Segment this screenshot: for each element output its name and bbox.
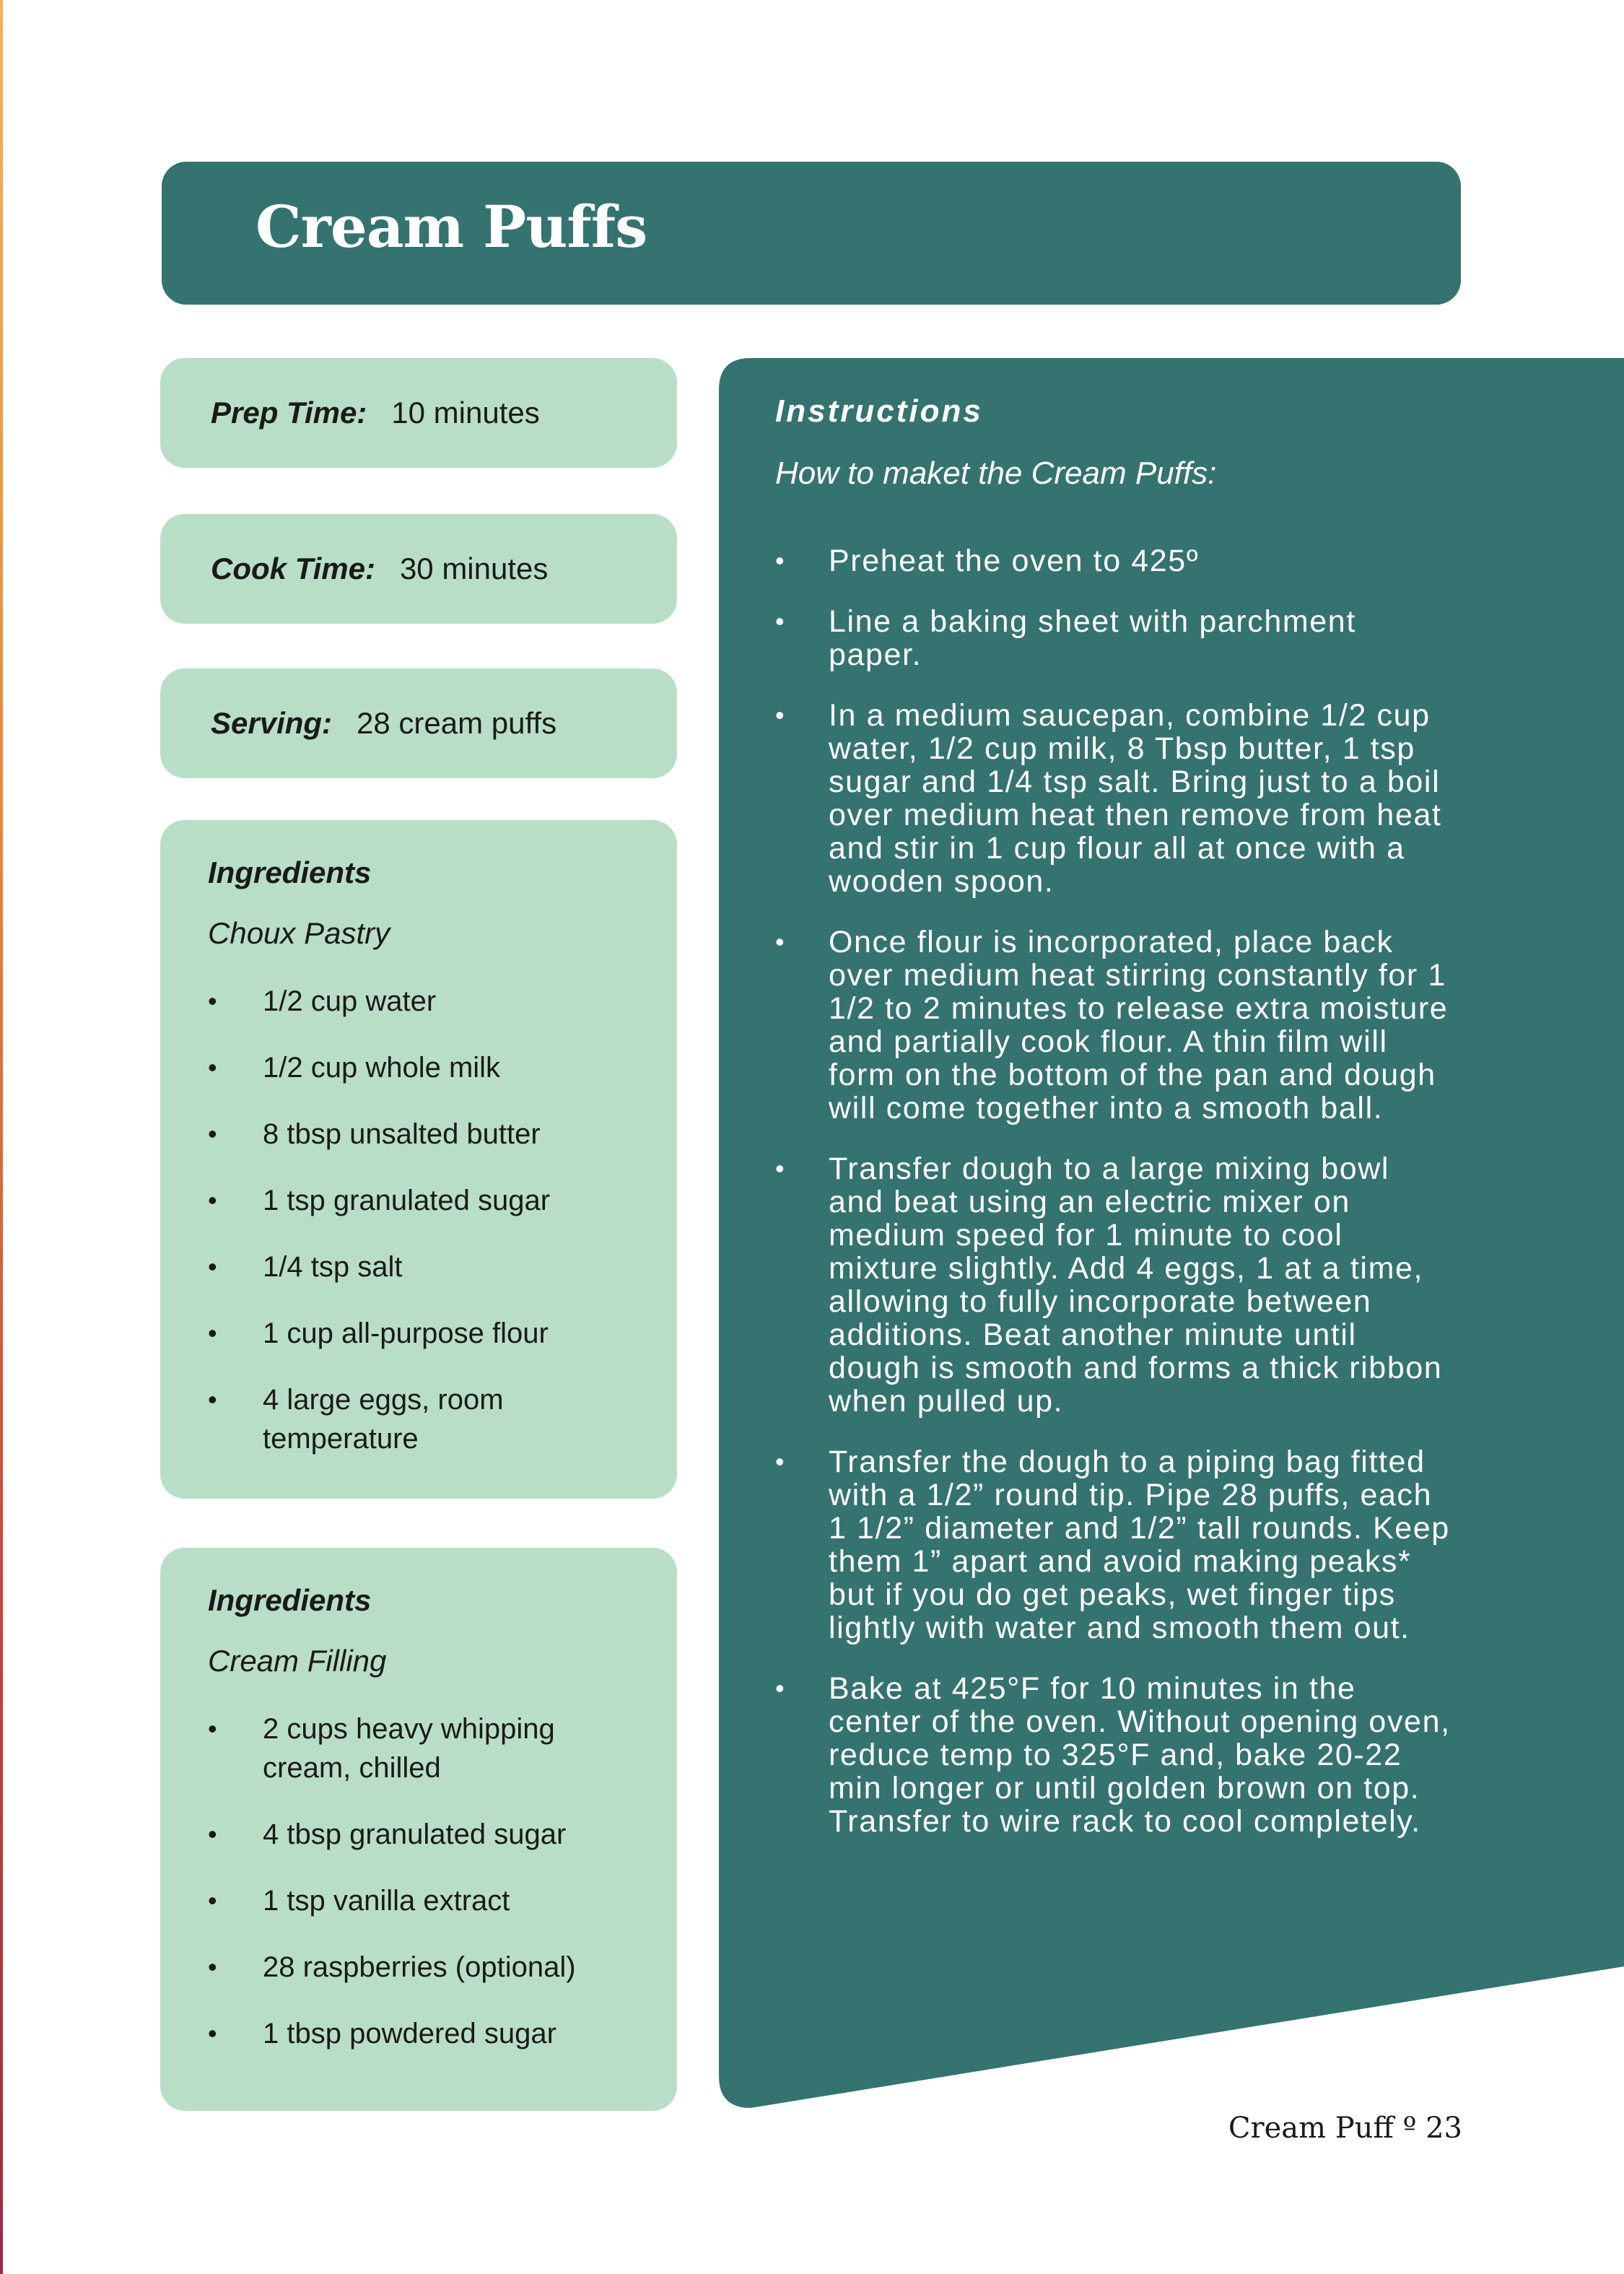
bullet: • bbox=[208, 1385, 217, 1414]
instruction-step: • Transfer the dough to a piping bag fitted with a 1/2” round tip. Pipe 28 puffs, each 1 1/2” diameter and 1/2” tall rounds. Keep them 1” apart and avoid making peaks* but if you do get peaks, wet finger tips lightly with water and smooth them out. bbox=[775, 1445, 1450, 1645]
list-item: • 28 raspberries (optional) bbox=[208, 1948, 648, 1987]
bullet: • bbox=[208, 1185, 217, 1215]
list-item: • 2 cups heavy whipping cream, chilled bbox=[208, 1709, 648, 1787]
bullet: • bbox=[208, 1714, 217, 1743]
bullet: • bbox=[775, 1673, 786, 1703]
list-item: • 1/2 cup whole milk bbox=[208, 1048, 648, 1087]
instruction-step: • Bake at 425°F for 10 minutes in the center of the oven. Without opening oven, reduce temp to 325°F and, bake 20-22 min longer or until golden brown on top. Transfer to wire rack to cool completely. bbox=[775, 1671, 1451, 1839]
bullet: • bbox=[775, 606, 786, 636]
filling-ingredients-subheading: Cream Filling bbox=[208, 1644, 387, 1678]
decorative-edge-strip bbox=[0, 0, 3, 2274]
filling-ingredients-heading: Ingredients bbox=[208, 1583, 372, 1617]
bullet: • bbox=[208, 1819, 217, 1849]
list-item: • 1 tsp vanilla extract bbox=[208, 1881, 648, 1920]
list-item: • 1/4 tsp salt bbox=[208, 1247, 648, 1286]
choux-ingredients-card bbox=[160, 820, 677, 1499]
bullet: • bbox=[775, 1447, 786, 1476]
list-item: • 8 tbsp unsalted butter bbox=[208, 1115, 648, 1154]
cook-time-value: 30 minutes bbox=[399, 552, 549, 585]
filling-ingredient-list bbox=[208, 1709, 648, 2053]
bullet: • bbox=[775, 1154, 786, 1183]
page-title: Cream Puffs bbox=[256, 193, 647, 261]
bullet: • bbox=[208, 2018, 217, 2048]
bullet: • bbox=[208, 986, 217, 1016]
title-banner bbox=[162, 162, 1461, 305]
bullet: • bbox=[775, 700, 786, 730]
choux-ingredient-list bbox=[208, 982, 648, 1458]
bullet: • bbox=[208, 1318, 217, 1348]
list-item: • 1 tbsp powdered sugar bbox=[208, 2014, 648, 2053]
list-item: • 1/2 cup water bbox=[208, 982, 648, 1021]
instruction-step: • In a medium saucepan, combine 1/2 cup water, 1/2 cup milk, 8 Tbsp butter, 1 tsp sugar and 1/4 tsp salt. Bring just to a boil over medium heat then remove from heat and stir in 1 cup flour all at once with a wooden spoon. bbox=[775, 698, 1442, 899]
list-item: • 1 cup all-purpose flour bbox=[208, 1314, 648, 1353]
bullet: • bbox=[775, 546, 786, 575]
prep-time-value: 10 minutes bbox=[391, 396, 540, 430]
instruction-step: • Once flour is incorporated, place back over medium heat stirring constantly for 1 1/2 to 2 minutes to release extra moisture and partially cook flour. A thin film will form on the bottom of the pan and dough will come together into a smooth ball. bbox=[775, 925, 1449, 1125]
bullet: • bbox=[208, 1886, 217, 1915]
prep-time-card bbox=[160, 358, 677, 468]
bullet: • bbox=[208, 1952, 217, 1982]
instructions-section bbox=[775, 393, 1454, 1865]
choux-ingredients-subheading: Choux Pastry bbox=[208, 916, 390, 950]
instruction-step: • Line a baking sheet with parchment paper. bbox=[775, 604, 1356, 672]
prep-time-label: Prep Time: bbox=[211, 396, 367, 430]
choux-ingredients-heading: Ingredients bbox=[208, 855, 372, 889]
instruction-steps bbox=[775, 544, 1454, 1838]
instruction-step: • Preheat the oven to 425º bbox=[775, 544, 1200, 578]
bullet: • bbox=[208, 1119, 217, 1149]
serving-label: Serving: bbox=[211, 706, 333, 740]
serving-card bbox=[160, 668, 677, 778]
cook-time-card bbox=[160, 514, 677, 624]
instruction-step: • Transfer dough to a large mixing bowl and beat using an electric mixer on medium speed for 1 minute to cool mixture slightly. Add 4 eggs, 1 at a time, allowing to fully incorporate between additions. Beat another minute until dough is smooth and forms a thick ribbon when pulled up. bbox=[775, 1151, 1443, 1419]
cook-time-label: Cook Time: bbox=[211, 552, 375, 585]
bullet: • bbox=[775, 927, 786, 957]
list-item: • 4 tbsp granulated sugar bbox=[208, 1815, 648, 1854]
instructions-subheading: How to maket the Cream Puffs: bbox=[775, 456, 1217, 491]
bullet: • bbox=[208, 1053, 217, 1082]
list-item: • 1 tsp granulated sugar bbox=[208, 1181, 648, 1220]
page-footer: Cream Puff º 23 bbox=[1228, 2112, 1462, 2145]
list-item: • 4 large eggs, room temperature bbox=[208, 1380, 648, 1458]
filling-ingredients-card bbox=[160, 1548, 677, 2111]
instructions-heading: Instructions bbox=[775, 393, 983, 429]
bullet: • bbox=[208, 1252, 217, 1281]
serving-value: 28 cream puffs bbox=[357, 706, 557, 740]
